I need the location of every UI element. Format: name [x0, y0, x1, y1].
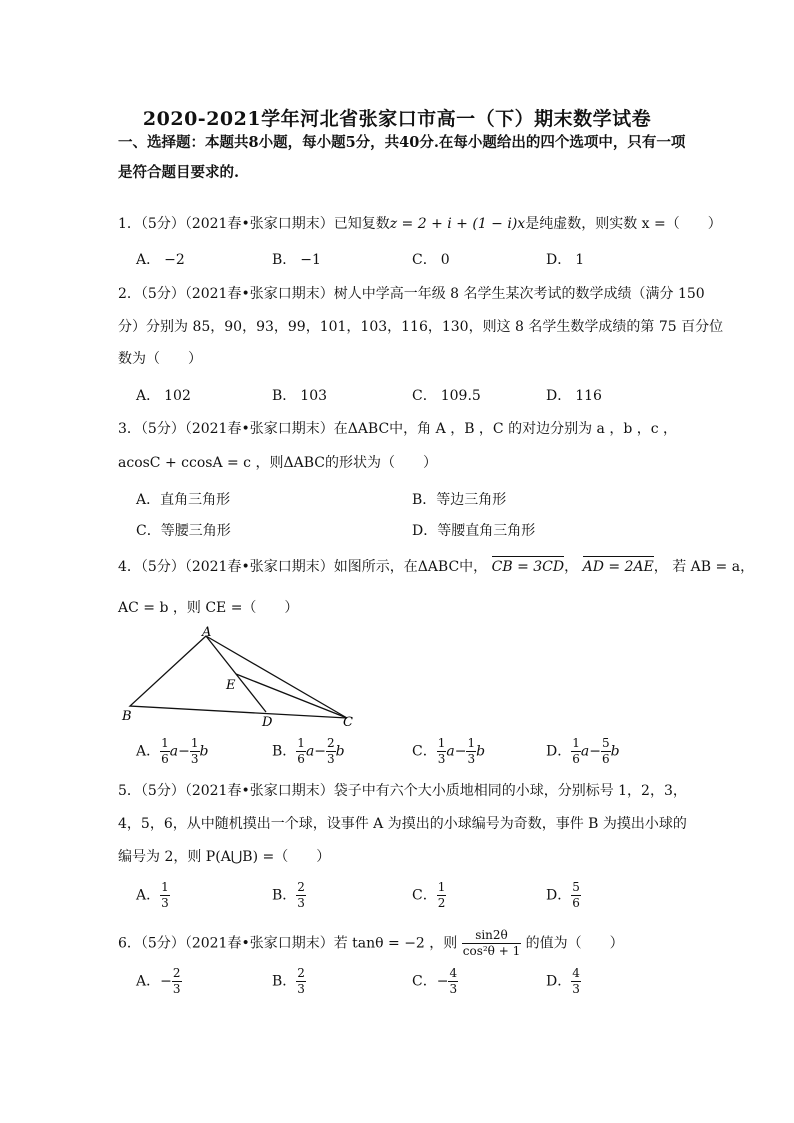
section-heading-line2: 是符合题目要求的. [118, 164, 240, 181]
vertex-label-b: B [122, 709, 132, 724]
q6-fraction: $\frac{\sin 2\theta}{\text{cos²θ + 1}}$ [462, 928, 521, 958]
q4-prefix: 4．（5分）（2021春•张家口期末）如图所示，在ΔABC中， [118, 559, 488, 575]
q2-line2: 分）分别为 85，90，93，99，101，103，116，130，则这 8 名学生数学成绩的第 75 百分位 [118, 319, 724, 335]
q5-option-c[interactable]: C． $\frac{1}{2}$ [412, 880, 446, 910]
q5-option-a[interactable]: A． $\frac{1}{3}$ [136, 880, 169, 910]
q4-option-d[interactable]: D． $\frac{1}{6}$ a− $\frac{5}{6}$ b [546, 736, 620, 766]
triangle-figure [118, 624, 368, 732]
q4-condition-cb-cd: CB = 3CD [491, 559, 565, 575]
q1-suffix: 是纯虚数，则实数 x =（ ） [525, 216, 722, 232]
q2-option-b[interactable]: B． 103 [272, 388, 328, 404]
q1-option-d[interactable]: D． 1 [546, 252, 585, 268]
q4-line2: AC = b ，则 CE =（ ） [118, 600, 299, 616]
q1-option-c[interactable]: C． 0 [412, 252, 450, 268]
q4-option-b[interactable]: B． $\frac{1}{6}$ a− $\frac{2}{3}$ b [272, 736, 345, 766]
q3-option-d[interactable]: D．等腰直角三角形 [412, 523, 536, 539]
q3-line2: acosC + ccosA = c ，则ΔABC的形状为（ ） [118, 455, 437, 471]
q1-prefix: 1．（5分）（2021春•张家口期末）已知复数 [118, 216, 390, 232]
q6-option-c[interactable]: C．− $\frac{4}{3}$ [412, 966, 458, 996]
q5-line2: 4，5，6，从中随机摸出一个球，设事件 A 为摸出的小球编号为奇数，事件 B 为摸出小球的 [118, 816, 687, 832]
q4-condition-ad-ae: AD = 2AE [582, 559, 654, 575]
q1-option-a[interactable]: A． −2 [136, 252, 185, 268]
q2-option-d[interactable]: D． 116 [546, 388, 602, 404]
question-1 [118, 213, 722, 233]
q2-line1: 2．（5分）（2021春•张家口期末）树人中学高一年级 8 名学生某次考试的数学成绩（满分 150 [118, 286, 705, 302]
q6-option-d[interactable]: D． $\frac{4}{3}$ [546, 966, 580, 996]
q3-line1: 3．（5分）（2021春•张家口期末）在ΔABC中，角 A ，B ，C 的对边分别为 a ，b ，c ， [118, 421, 678, 437]
q2-option-a[interactable]: A． 102 [136, 388, 191, 404]
q3-option-c[interactable]: C．等腰三角形 [136, 523, 231, 539]
vertex-label-c: C [343, 715, 353, 730]
q5-line1: 5．（5分）（2021春•张家口期末）袋子中有六个大小质地相同的小球，分别标号 1，2，3， [118, 783, 687, 799]
q2-line3: 数为（ ） [118, 351, 202, 367]
q4-condition-ab-a: 若 AB = a [672, 559, 741, 575]
q2-option-c[interactable]: C． 109.5 [412, 388, 481, 404]
section-heading [118, 128, 688, 188]
q4-option-c[interactable]: C． $\frac{1}{3}$ a− $\frac{1}{3}$ b [412, 736, 486, 766]
q4-option-a[interactable]: A． $\frac{1}{6}$ a− $\frac{1}{3}$ b [136, 736, 209, 766]
q6-prefix: 6．（5分）（2021春•张家口期末）若 tanθ = −2 ，则 [118, 935, 458, 952]
vertex-label-d: D [262, 715, 273, 730]
q1-option-b[interactable]: B． −1 [272, 252, 321, 268]
q6-option-b[interactable]: B． $\frac{2}{3}$ [272, 966, 305, 996]
q4-line1: 4．（5分）（2021春•张家口期末）如图所示，在ΔABC中， CB = 3CD， AD = 2AE， 若 AB = a， [118, 559, 755, 575]
q1-formula: z = 2 + i + (1 − i)x [389, 216, 526, 232]
q5-option-d[interactable]: D． $\frac{5}{6}$ [546, 880, 580, 910]
q5-line3: 编号为 2，则 P(A⋃B) =（ ） [118, 849, 331, 865]
section-heading-line1: 一、选择题：本题共8小题，每小题5分，共40分.在每小题给出的四个选项中，只有一项 [118, 134, 686, 151]
q3-option-a[interactable]: A．直角三角形 [136, 492, 231, 508]
q3-option-b[interactable]: B．等边三角形 [412, 492, 507, 508]
vertex-label-a: A [202, 625, 212, 640]
q5-option-b[interactable]: B． $\frac{2}{3}$ [272, 880, 305, 910]
page-title: 2020-2021学年河北省张家口市高一（下）期末数学试卷 [142, 108, 652, 130]
vertex-label-e: E [226, 678, 236, 693]
q6-option-a[interactable]: A．− $\frac{2}{3}$ [136, 966, 181, 996]
question-6 [118, 928, 624, 959]
q6-suffix: 的值为（ ） [525, 935, 624, 952]
